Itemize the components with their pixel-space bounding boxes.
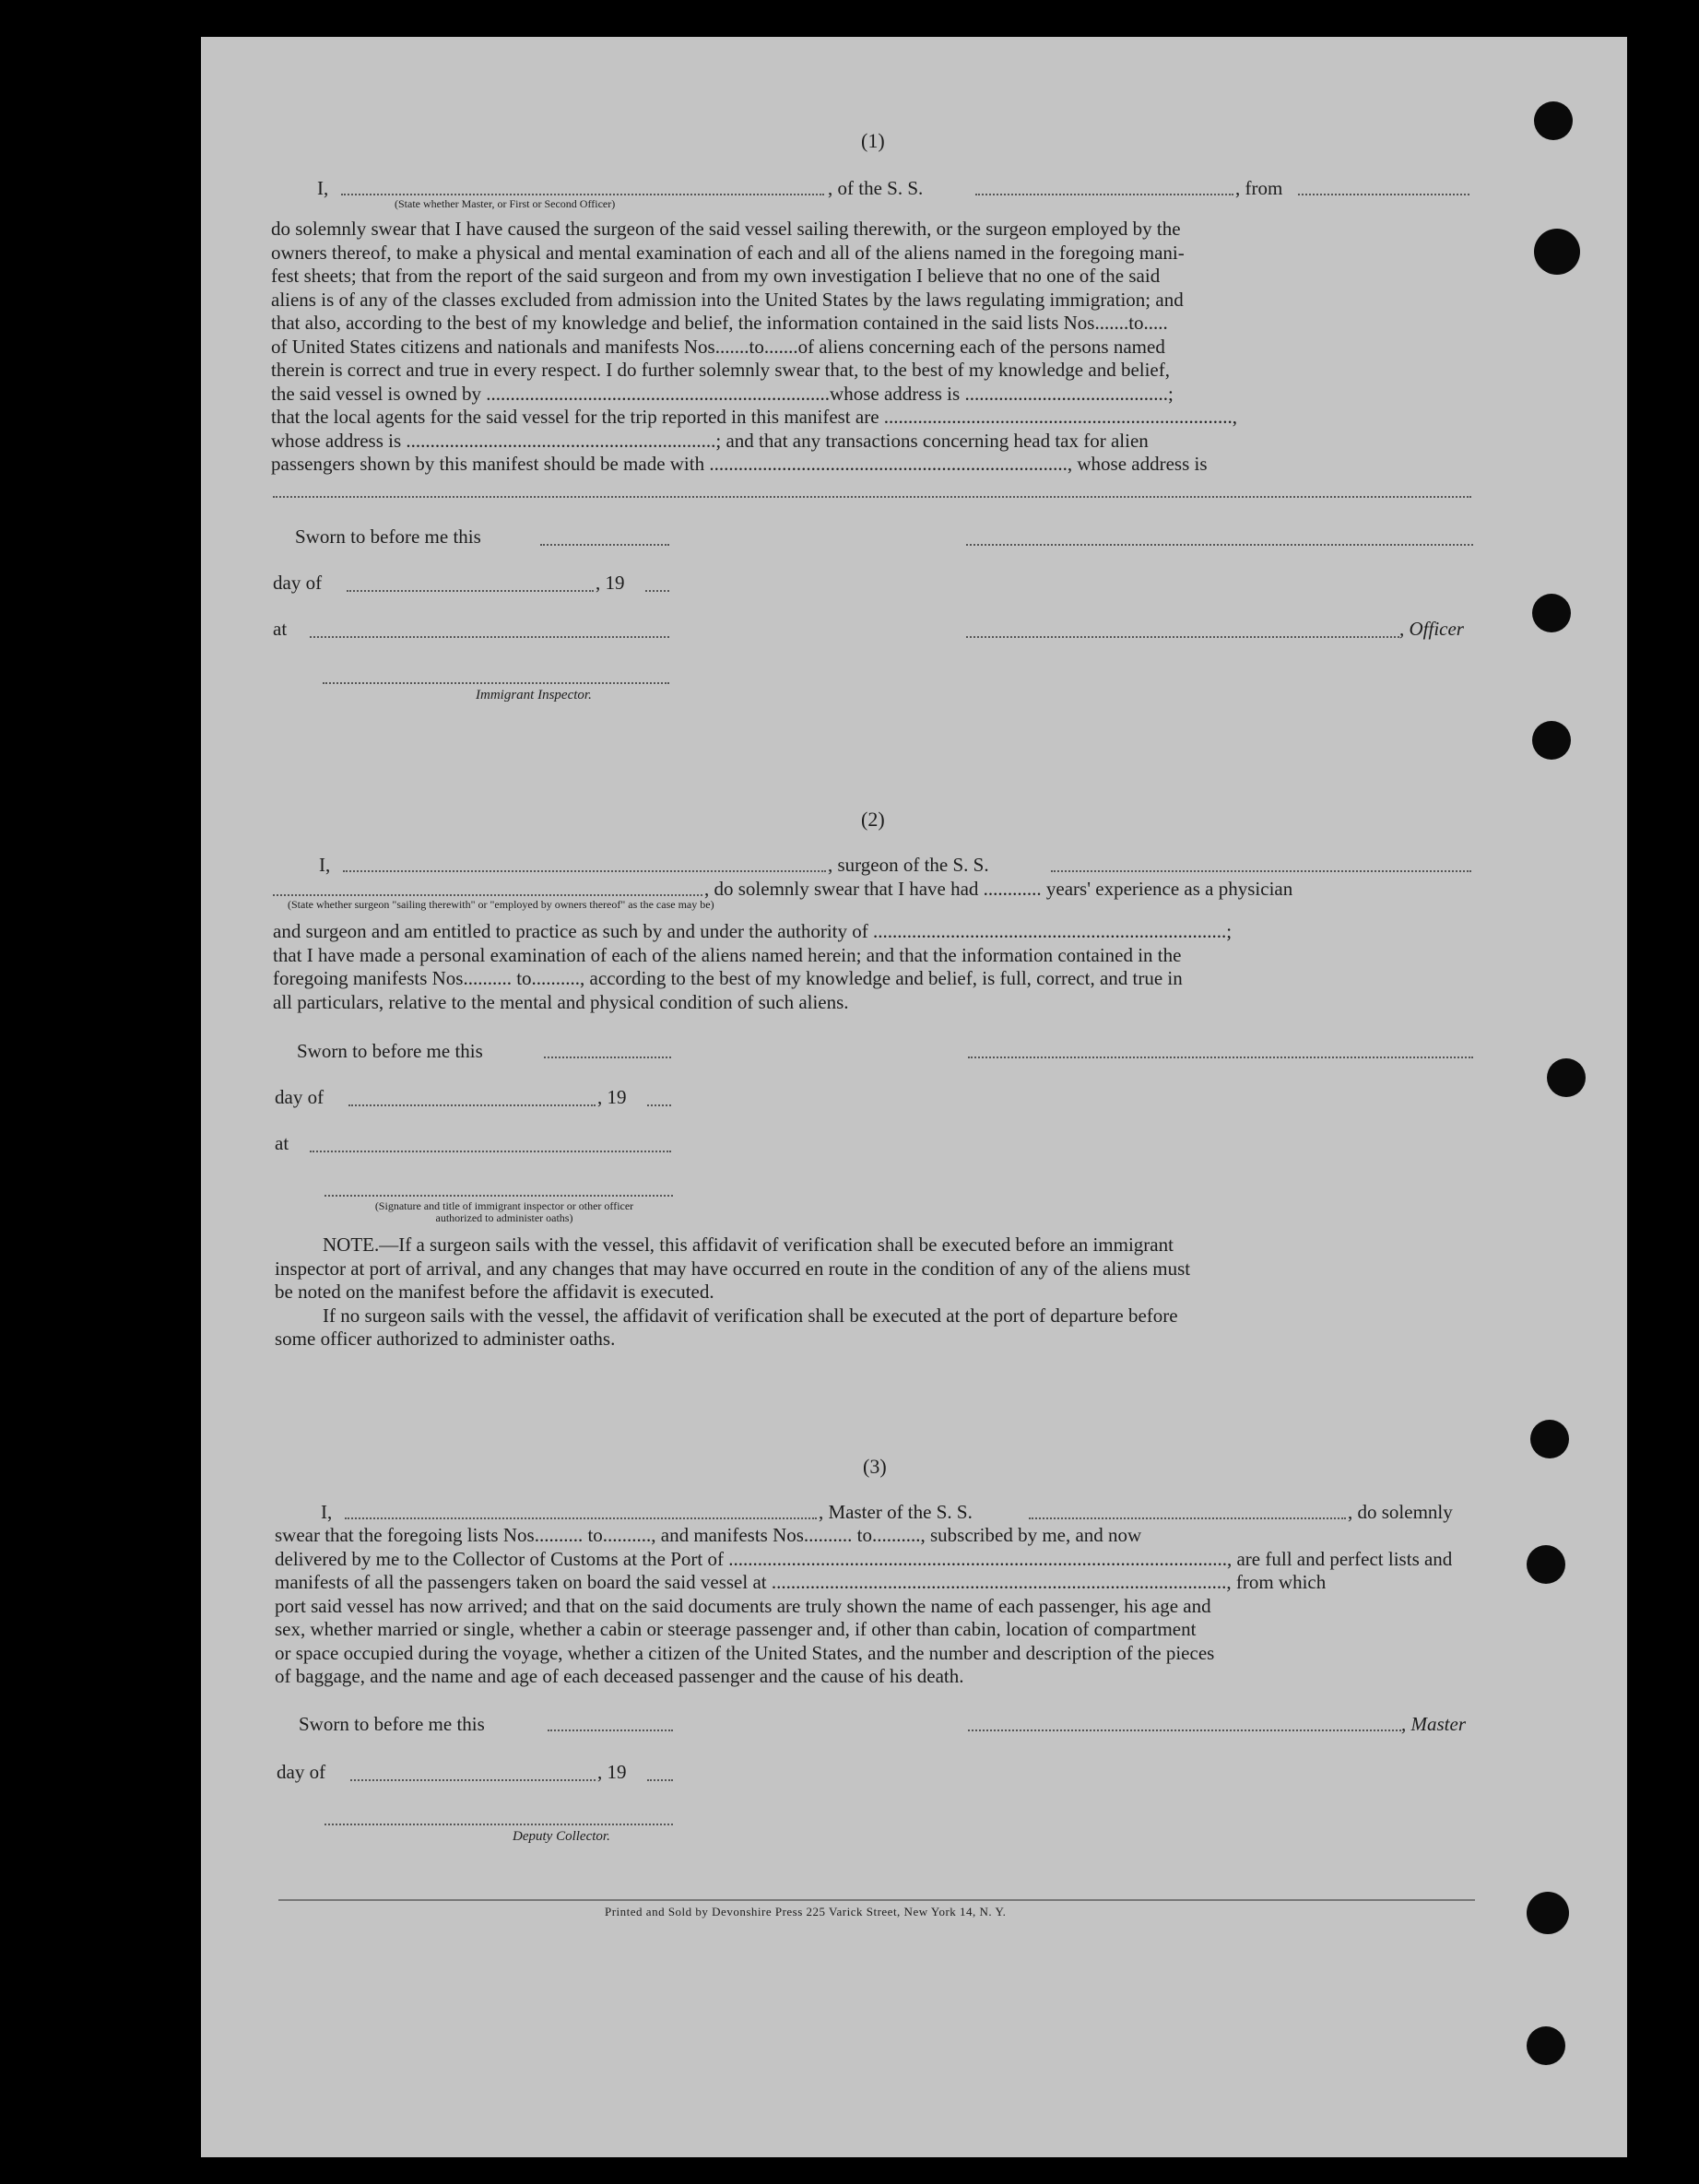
master-label: , Master — [1401, 1713, 1466, 1735]
oath-line: that I have made a personal examination of each of the aliens named herein; and that the information contained in the — [273, 943, 1182, 966]
section-1-line1-prefix: I, — [317, 177, 329, 199]
sworn-date-field[interactable] — [548, 1729, 673, 1731]
binder-hole — [1547, 1058, 1586, 1097]
section-3-line1-end: , do solemnly — [1348, 1501, 1453, 1523]
section-2-number: (2) — [861, 808, 885, 831]
binder-hole — [1532, 721, 1571, 760]
section-2-note — [275, 1234, 1473, 1352]
binder-hole — [1534, 101, 1573, 140]
binder-hole — [1527, 2026, 1565, 2065]
master-name-field[interactable] — [345, 1517, 817, 1519]
oath-line: do solemnly swear that I have caused the surgeon of the said vessel sailing therewith, or the surgeon employed by the — [271, 218, 1181, 240]
sworn-label: Sworn to before me this — [297, 1040, 483, 1062]
vessel-name-field[interactable] — [975, 194, 1233, 195]
agent-address-field[interactable] — [273, 496, 1471, 498]
oath-line: and surgeon and am entitled to practice as such by and under the authority of .........................................................................; — [273, 920, 1233, 942]
collector-signature-field[interactable] — [324, 1824, 673, 1825]
oath-line: or space occupied during the voyage, whether a citizen of the United States, and the number and description of the pieces — [275, 1641, 1215, 1664]
section-2-caption: (State whether surgeon "sailing therewith" or "employed by owners thereof" as the case may be) — [288, 898, 714, 911]
section-3-line1-prefix: I, — [321, 1501, 333, 1523]
surgeon-status-field[interactable] — [273, 894, 702, 896]
section-1-number: (1) — [861, 129, 885, 152]
section-1-line1-end: , from — [1235, 177, 1283, 199]
day-of-label: day of — [277, 1761, 326, 1783]
sworn-date-field[interactable] — [544, 1057, 671, 1058]
day-of-field[interactable] — [348, 1104, 596, 1106]
note-line: be noted on the manifest before the affidavit is executed. — [275, 1281, 714, 1303]
sworn-label: Sworn to before me this — [299, 1713, 485, 1735]
oath-line: fest sheets; that from the report of the said surgeon and from my own investigation I believe that no one of the said — [271, 265, 1161, 287]
section-1-caption: (State whether Master, or First or Second Officer) — [395, 197, 616, 210]
year-label: , 19 — [597, 1761, 627, 1783]
at-field[interactable] — [310, 1151, 671, 1152]
section-2-oath-text — [273, 920, 1473, 1014]
oath-line: all particulars, relative to the mental and physical condition of such aliens. — [273, 990, 849, 1013]
inspector-signature-field[interactable] — [324, 1195, 673, 1197]
officer-label: , Officer — [1399, 618, 1464, 640]
departure-port-field[interactable] — [1298, 194, 1469, 195]
year-label: , 19 — [596, 572, 625, 594]
note-line: some officer authorized to administer oaths. — [275, 1328, 616, 1350]
oath-line: passengers shown by this manifest should be made with .........................................................................., whose address is — [271, 453, 1208, 475]
oath-line: therein is correct and true in every respect. I do further solemnly swear that, to the best of my knowledge and belief, — [271, 359, 1170, 381]
oath-line: delivered by me to the Collector of Customs at the Port of ......................................................................................................., are full and perfect lists and — [275, 1547, 1453, 1570]
day-of-label: day of — [273, 572, 323, 594]
officer-field[interactable] — [966, 636, 1399, 638]
year-label: , 19 — [597, 1086, 627, 1108]
signature-caption: (Signature and title of immigrant inspector or other officer authorized to administer oaths) — [374, 1199, 634, 1224]
oath-line: aliens is of any of the classes excluded from admission into the United States by the laws regulating immigration; and — [271, 288, 1184, 311]
master-vessel-field[interactable] — [1029, 1517, 1346, 1519]
section-3-oath-text — [275, 1524, 1475, 1689]
officer-title-field[interactable] — [341, 194, 824, 195]
oath-line: that also, according to the best of my knowledge and belief, the information contained in the said lists Nos.......to..... — [271, 312, 1168, 334]
oath-line: of United States citizens and nationals and manifests Nos.......to.......of aliens concerning each of the persons named — [271, 335, 1165, 358]
inspector-signature-field[interactable] — [323, 682, 669, 684]
at-field[interactable] — [310, 636, 669, 638]
oath-line: whose address is ................................................................; and that any transactions concerning head tax for alien — [271, 429, 1149, 452]
master-signature-field[interactable] — [968, 1729, 1401, 1731]
section-2-line1-mid: , surgeon of the S. S. — [828, 854, 989, 876]
year-field[interactable] — [647, 1779, 673, 1781]
year-field[interactable] — [647, 1104, 671, 1106]
oath-line: sex, whether married or single, whether a cabin or steerage passenger and, if other than cabin, location of compartment — [275, 1618, 1197, 1640]
section-2-line1-prefix: I, — [319, 854, 331, 876]
section-3-number: (3) — [863, 1455, 887, 1478]
sworn-date-field[interactable] — [540, 544, 669, 546]
day-of-field[interactable] — [350, 1779, 596, 1781]
inspector-label: Immigrant Inspector. — [476, 688, 592, 702]
note-line: If no surgeon sails with the vessel, the affidavit of verification shall be executed at the port of departure before — [323, 1304, 1178, 1327]
year-field[interactable] — [645, 590, 669, 592]
oath-line: owners thereof, to make a physical and mental examination of each and all of the aliens named in the foregoing mani- — [271, 241, 1185, 264]
oath-line: port said vessel has now arrived; and that on the said documents are truly shown the name of each passenger, his age and — [275, 1594, 1211, 1617]
note-line: inspector at port of arrival, and any changes that may have occurred en route in the condition of any of the aliens must — [275, 1257, 1191, 1280]
section-1-oath-text — [271, 218, 1471, 477]
footer-rule — [278, 1899, 1475, 1901]
section-2-line2: , do solemnly swear that I have had ............ years' experience as a physician — [704, 878, 1293, 900]
day-of-field[interactable] — [347, 590, 594, 592]
signature-field[interactable] — [966, 544, 1473, 546]
oath-line: the said vessel is owned by .......................................................................whose address is ..........................................; — [271, 382, 1174, 405]
oath-line: of baggage, and the name and age of each deceased passenger and the cause of his death. — [275, 1665, 964, 1687]
collector-label: Deputy Collector. — [513, 1829, 610, 1844]
binder-hole — [1527, 1545, 1565, 1584]
at-label: at — [275, 1132, 289, 1154]
section-3-line1-mid: , Master of the S. S. — [819, 1501, 973, 1523]
oath-line: foregoing manifests Nos.......... to.........., according to the best of my knowledge and belief, is full, correct, and true in — [273, 967, 1183, 989]
oath-line: manifests of all the passengers taken on board the said vessel at .............................................................................................., from which — [275, 1571, 1327, 1593]
surgeon-signature-field[interactable] — [968, 1057, 1473, 1058]
surgeon-name-field[interactable] — [343, 870, 826, 872]
day-of-label: day of — [275, 1086, 324, 1108]
oath-line: that the local agents for the said vessel for the trip reported in this manifest are ........................................................................, — [271, 406, 1238, 428]
section-1-line1-mid: , of the S. S. — [828, 177, 924, 199]
binder-hole — [1530, 1420, 1569, 1458]
binder-hole — [1527, 1892, 1569, 1934]
oath-line: swear that the foregoing lists Nos.......... to.........., and manifests Nos.......... to.........., subscribed by me, and now — [275, 1524, 1142, 1546]
printer-imprint: Printed and Sold by Devonshire Press 225 Varick Street, New York 14, N. Y. — [605, 1905, 1007, 1918]
at-label: at — [273, 618, 288, 640]
surgeon-vessel-field[interactable] — [1051, 870, 1471, 872]
binder-hole — [1534, 229, 1580, 275]
binder-hole — [1532, 594, 1571, 632]
sworn-label: Sworn to before me this — [295, 525, 481, 548]
note-line: NOTE.—If a surgeon sails with the vessel, this affidavit of verification shall be executed before an immigrant — [323, 1234, 1174, 1256]
